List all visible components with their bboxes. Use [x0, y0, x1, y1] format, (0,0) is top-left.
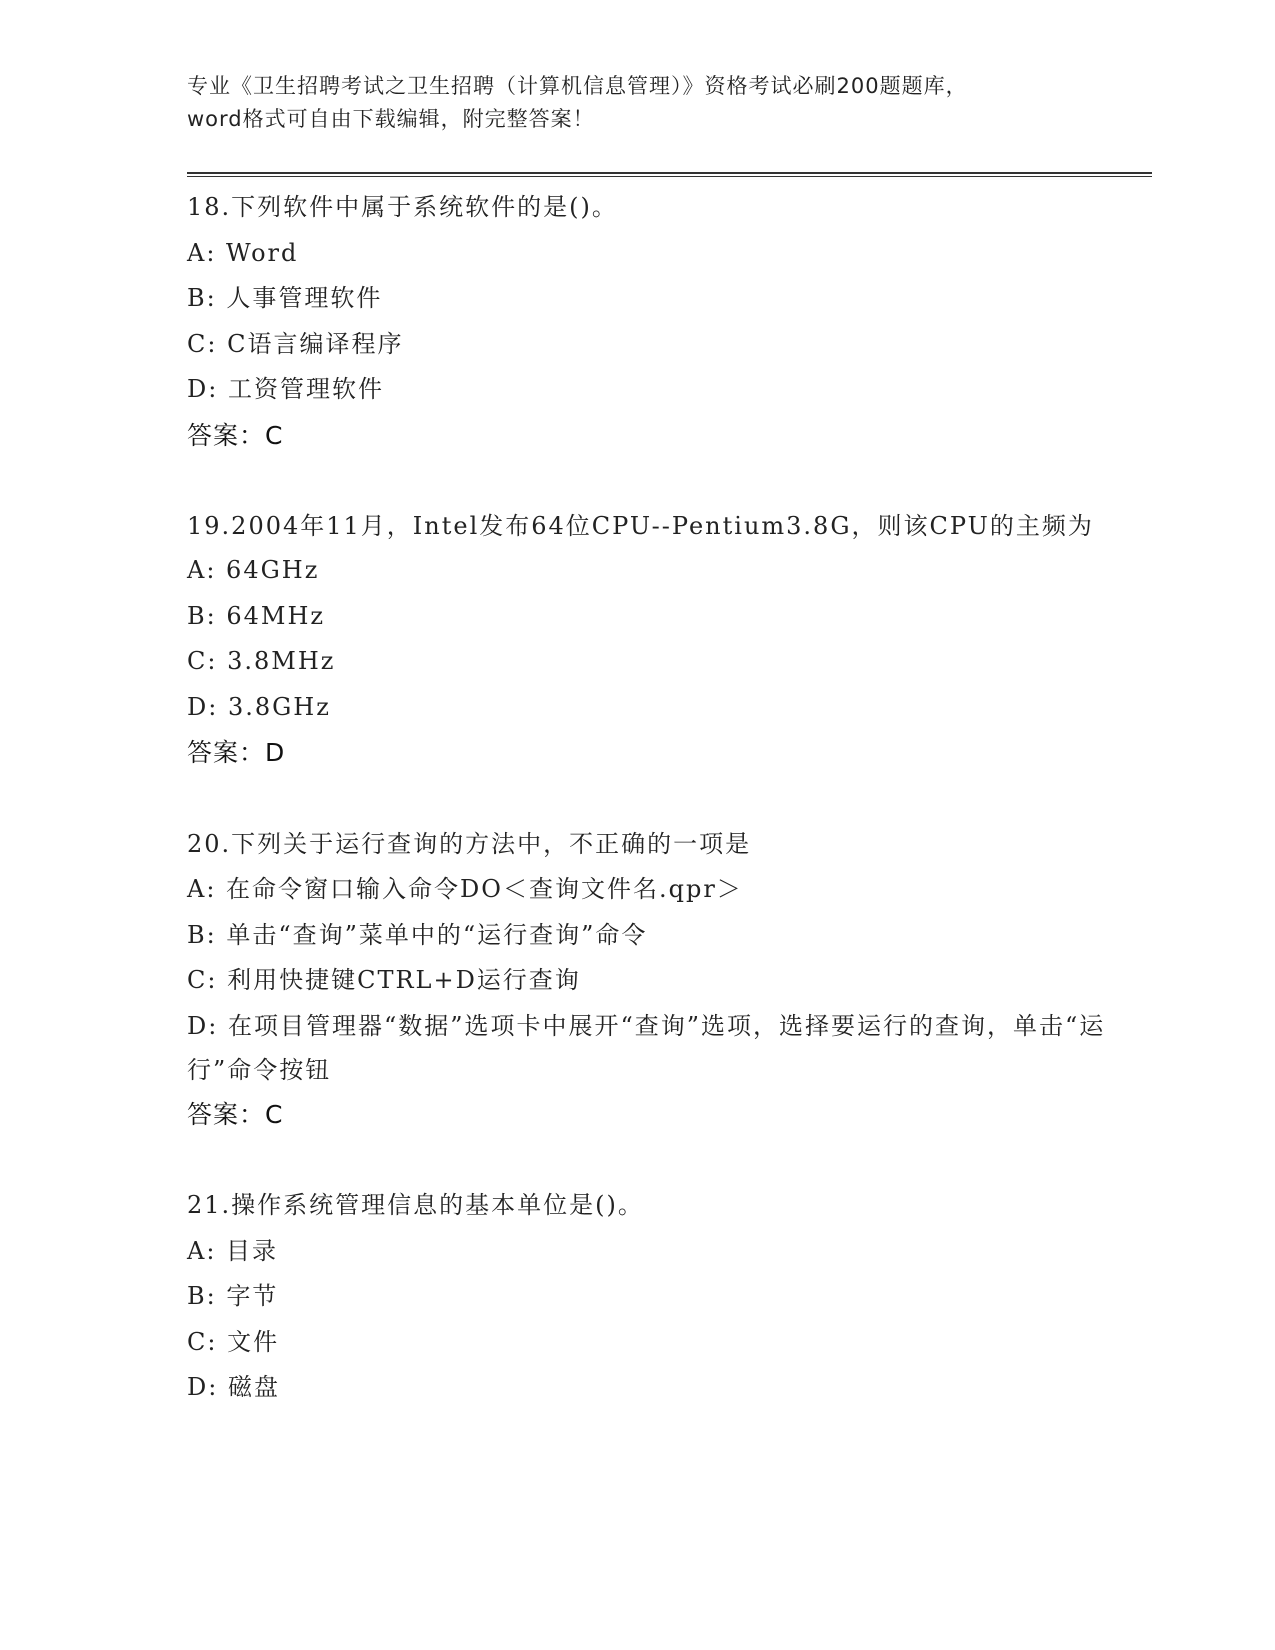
question-stem: 19.2004年11月，Intel发布64位CPU--Pentium3.8G，则该CPU的主频为: [187, 512, 1094, 540]
option-c: C: 利用快捷键CTRL+D运行查询: [187, 966, 581, 994]
option-a: A: 在命令窗口输入命令DO＜查询文件名.qpr＞: [187, 875, 743, 903]
option-c: C: 3.8MHz: [187, 647, 336, 675]
question-list: [187, 185, 1152, 1411]
question-stem: 18.下列软件中属于系统软件的是()。: [187, 193, 618, 221]
option-b: B: 64MHz: [187, 601, 326, 630]
header-divider: [187, 172, 1152, 177]
option-d: D: 在项目管理器“数据”选项卡中展开“查询”选项，选择要运行的查询，单击“运行”命令按钮: [187, 1011, 1106, 1084]
option-a: A: 64GHz: [187, 556, 320, 584]
option-c: C: 文件: [187, 1327, 280, 1356]
option-b: B: 单击“查询”菜单中的“运行查询”命令: [187, 920, 648, 949]
option-a: A: Word: [187, 238, 299, 267]
option-d: D: 磁盘: [187, 1373, 280, 1401]
question-block: [187, 504, 1152, 776]
question-stem: 21.操作系统管理信息的基本单位是()。: [187, 1191, 644, 1219]
question-block: [187, 185, 1152, 458]
answer-label: 答案：C: [187, 420, 284, 450]
option-a: A: 目录: [187, 1236, 279, 1265]
option-b: B: 字节: [187, 1282, 279, 1310]
answer-label: 答案：C: [187, 1099, 284, 1129]
header-line-2: word格式可自由下载编辑，附完整答案！: [187, 107, 595, 131]
question-block: [187, 822, 1152, 1138]
document-header: [187, 70, 1152, 136]
question-stem: 20.下列关于运行查询的方法中，不正确的一项是: [187, 829, 752, 858]
option-d: D: 工资管理软件: [187, 375, 384, 403]
option-d: D: 3.8GHz: [187, 692, 331, 721]
option-c: C: C语言编译程序: [187, 329, 404, 358]
option-b: B: 人事管理软件: [187, 284, 383, 312]
document-page: [187, 70, 1152, 1411]
question-block: [187, 1183, 1152, 1411]
header-line-1: 专业《卫生招聘考试之卫生招聘（计算机信息管理）》资格考试必刷200题题库，: [187, 74, 968, 98]
answer-label: 答案：D: [187, 738, 286, 767]
